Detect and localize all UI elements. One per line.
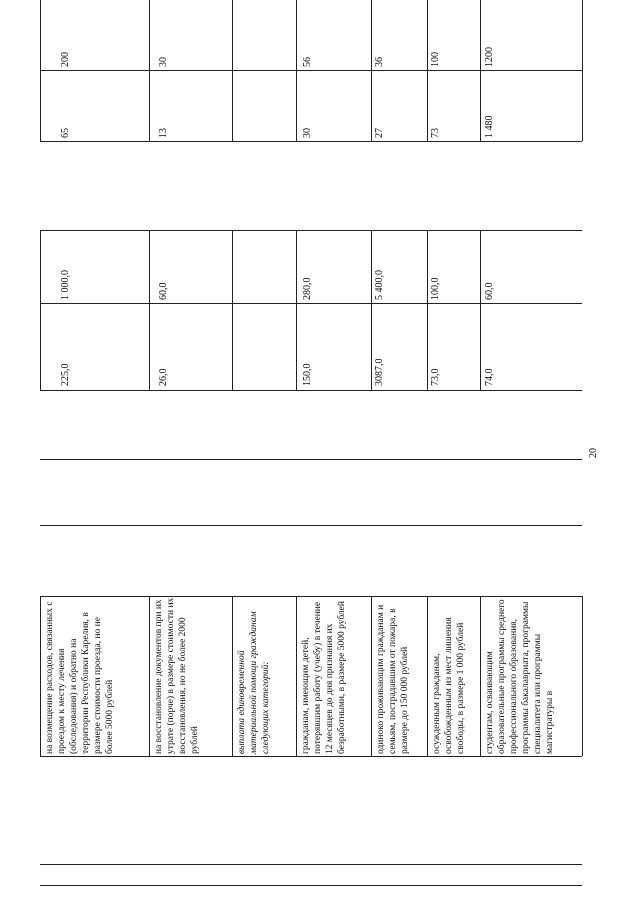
table-rule [40, 756, 582, 757]
row-value-v3: 73 [430, 128, 441, 138]
table-rule [40, 525, 582, 526]
table-rule [40, 70, 582, 71]
row-separator [427, 0, 428, 141]
row-value-v4: 1200 [484, 47, 495, 67]
row-description: выплата единовременной материальной помощи гражданам следующих категорий: [237, 611, 271, 754]
row-separator [371, 230, 372, 390]
row-separator [480, 0, 481, 141]
row-value-v3: 27 [374, 128, 385, 138]
row-value-v4: 100 [430, 52, 441, 67]
row-value-v1: 74,0 [484, 368, 495, 386]
row-value-v2: 280,0 [302, 277, 313, 300]
row-value-v2: 1 000,0 [60, 270, 71, 300]
table-rule [40, 459, 582, 460]
table-rule [582, 0, 583, 141]
row-value-v3: 1 480 [484, 115, 495, 138]
table-rule [40, 230, 41, 390]
row-separator [232, 230, 233, 390]
row-value-v4: 200 [60, 52, 71, 67]
row-value-v3: 13 [158, 128, 169, 138]
row-value-v2: 60,0 [484, 282, 495, 300]
row-separator [427, 230, 428, 390]
row-value-v4: 30 [158, 57, 169, 67]
row-separator [232, 0, 233, 141]
row-separator [149, 230, 150, 390]
row-value-v3: 30 [302, 128, 313, 138]
row-separator [480, 596, 481, 756]
row-description: на возмещение расходов, связанных с проездом к месту лечения (обследования) и обратно на территории Республики Карелия, в размере стоимости проезда, но не более 5000 рублей [45, 601, 115, 754]
row-separator [427, 596, 428, 756]
row-value-v4: 56 [302, 57, 313, 67]
table-rule [40, 230, 582, 231]
row-description: студентам, осваивающим образовательные программы среднего профессионального образования, программы бакалавриата, программы специалитета или программы магистратуры в [485, 599, 555, 754]
row-value-v2: 60,0 [158, 282, 169, 300]
row-value-v1: 26,0 [158, 368, 169, 386]
row-separator [296, 230, 297, 390]
table-rule [40, 390, 582, 391]
row-value-v1: 150,0 [302, 363, 313, 386]
table-rule [40, 885, 582, 886]
row-separator [296, 596, 297, 756]
row-separator [480, 230, 481, 390]
row-value-v1: 3087,0 [374, 358, 385, 386]
table-rule [40, 596, 41, 756]
row-value-v4: 36 [374, 57, 385, 67]
row-separator [296, 0, 297, 141]
row-separator [371, 0, 372, 141]
row-value-v3: 65 [60, 128, 71, 138]
row-description: гражданам, имеющим детей, потерявшим работу (учебу) в течение 12 месяцев до дня признания их безработными, в размере 5000 рублей [301, 601, 347, 754]
row-value-v2: 5 400,0 [374, 270, 385, 300]
row-separator [149, 596, 150, 756]
row-description: на восстановление документов при их утрате (порче) в размере стоимости их восстановления, но не более 2000 рублей [154, 597, 200, 754]
table-rule [40, 303, 582, 304]
page-number: 20 [588, 448, 599, 458]
row-value-v2: 100,0 [430, 277, 441, 300]
row-value-v1: 225,0 [60, 363, 71, 386]
row-value-v1: 73,0 [430, 368, 441, 386]
row-separator [371, 596, 372, 756]
row-description: осужденным гражданам, освобожденным из мест лишения свободы, в размере 1 000 рублей [432, 617, 466, 754]
row-separator [149, 0, 150, 141]
row-separator [232, 596, 233, 756]
table-rule [582, 596, 583, 756]
row-description: одиноко проживающим гражданам и семьям, пострадавшим от пожара, в размере до 150 000 рублей [376, 604, 410, 754]
table-rule [40, 864, 582, 865]
table-rule [40, 141, 582, 142]
